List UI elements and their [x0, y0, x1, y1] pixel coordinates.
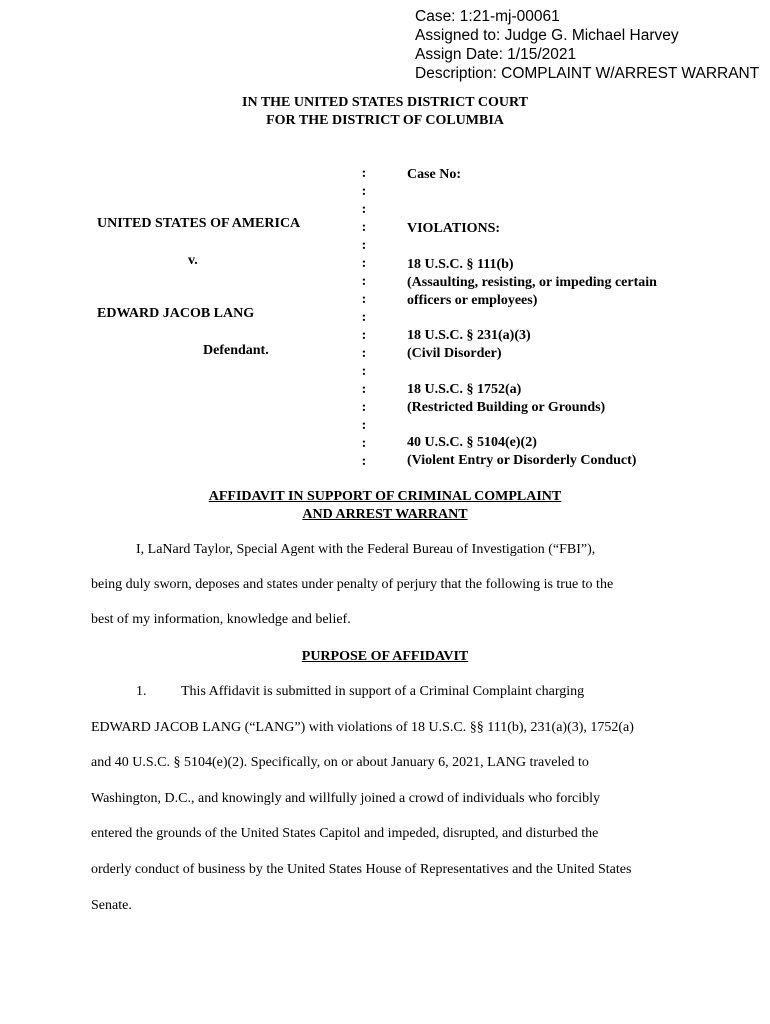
- paragraph-line: Washington, D.C., and knowingly and willfully joined a crowd of individuals who forcibly: [91, 791, 601, 806]
- paragraph-line: and 40 U.S.C. § 5104(e)(2). Specifically, on or about January 6, 2021, LANG traveled to: [91, 755, 589, 770]
- separator-colon: :: [361, 184, 367, 199]
- separator-colon: :: [361, 382, 367, 397]
- paragraph-line: Senate.: [91, 898, 132, 913]
- violation-code: 40 U.S.C. § 5104(e)(2): [407, 435, 537, 450]
- intro-line: being duly sworn, deposes and states under penalty of perjury that the following is true to the: [91, 577, 614, 592]
- separator-colon: :: [361, 328, 367, 343]
- separator-colon: :: [361, 202, 367, 217]
- separator-colon: :: [361, 346, 367, 361]
- paragraph-line: entered the grounds of the United States Capitol and impeded, disrupted, and disturbed the: [91, 826, 599, 841]
- separator-colon: :: [361, 310, 367, 325]
- violation-code: 18 U.S.C. § 111(b): [407, 257, 514, 272]
- intro-line: I, LaNard Taylor, Special Agent with the Federal Bureau of Investigation (“FBI”),: [136, 542, 596, 557]
- separator-colon: :: [361, 166, 367, 181]
- separator-colon: :: [361, 400, 367, 415]
- caption-separator: [358, 166, 370, 472]
- separator-colon: :: [361, 238, 367, 253]
- court-line-1: IN THE UNITED STATES DISTRICT COURT: [242, 95, 528, 110]
- separator-colon: :: [361, 418, 367, 433]
- filing-stamp: [415, 7, 759, 83]
- violation-description: (Violent Entry or Disorderly Conduct): [407, 453, 637, 468]
- paragraph-line: This Affidavit is submitted in support of a Criminal Complaint charging: [181, 684, 585, 699]
- defendant-role: Defendant.: [203, 343, 269, 358]
- violation-description: (Restricted Building or Grounds): [407, 400, 606, 415]
- separator-colon: :: [361, 454, 367, 469]
- separator-colon: :: [361, 436, 367, 451]
- case-no-label: Case No:: [407, 167, 462, 182]
- versus-label: v.: [188, 253, 198, 268]
- court-line-2: FOR THE DISTRICT OF COLUMBIA: [266, 113, 504, 128]
- affidavit-title-line-2: AND ARREST WARRANT: [302, 507, 468, 522]
- separator-colon: :: [361, 364, 367, 379]
- violation-code: 18 U.S.C. § 1752(a): [407, 382, 522, 397]
- stamp-assigned: Assigned to: Judge G. Michael Harvey: [415, 27, 679, 44]
- intro-line: best of my information, knowledge and belief.: [91, 612, 351, 627]
- stamp-description: Description: COMPLAINT W/ARREST WARRANT: [415, 65, 760, 82]
- violation-description: (Assaulting, resisting, or impeding certain: [407, 275, 657, 290]
- affidavit-title-line-1: AFFIDAVIT IN SUPPORT OF CRIMINAL COMPLAINT: [208, 489, 562, 504]
- violation-description: (Civil Disorder): [407, 346, 502, 361]
- violation-code: 18 U.S.C. § 231(a)(3): [407, 328, 531, 343]
- separator-colon: :: [361, 220, 367, 235]
- stamp-case: Case: 1:21-mj-00061: [415, 8, 560, 25]
- violations-label: VIOLATIONS:: [407, 221, 501, 236]
- paragraph-line: orderly conduct of business by the United States House of Representatives and the United States: [91, 862, 632, 877]
- separator-colon: :: [361, 274, 367, 289]
- purpose-heading: PURPOSE OF AFFIDAVIT: [301, 649, 469, 664]
- stamp-date: Assign Date: 1/15/2021: [415, 46, 577, 63]
- court-heading: [0, 94, 770, 130]
- paragraph-line: EDWARD JACOB LANG (“LANG”) with violations of 18 U.S.C. §§ 111(b), 231(a)(3), 1752(a): [91, 720, 634, 735]
- separator-colon: :: [361, 256, 367, 271]
- separator-colon: :: [361, 292, 367, 307]
- paragraph-number: 1.: [136, 684, 147, 699]
- violation-description: officers or employees): [407, 293, 538, 308]
- plaintiff-name: UNITED STATES OF AMERICA: [97, 216, 301, 231]
- defendant-name: EDWARD JACOB LANG: [97, 306, 255, 321]
